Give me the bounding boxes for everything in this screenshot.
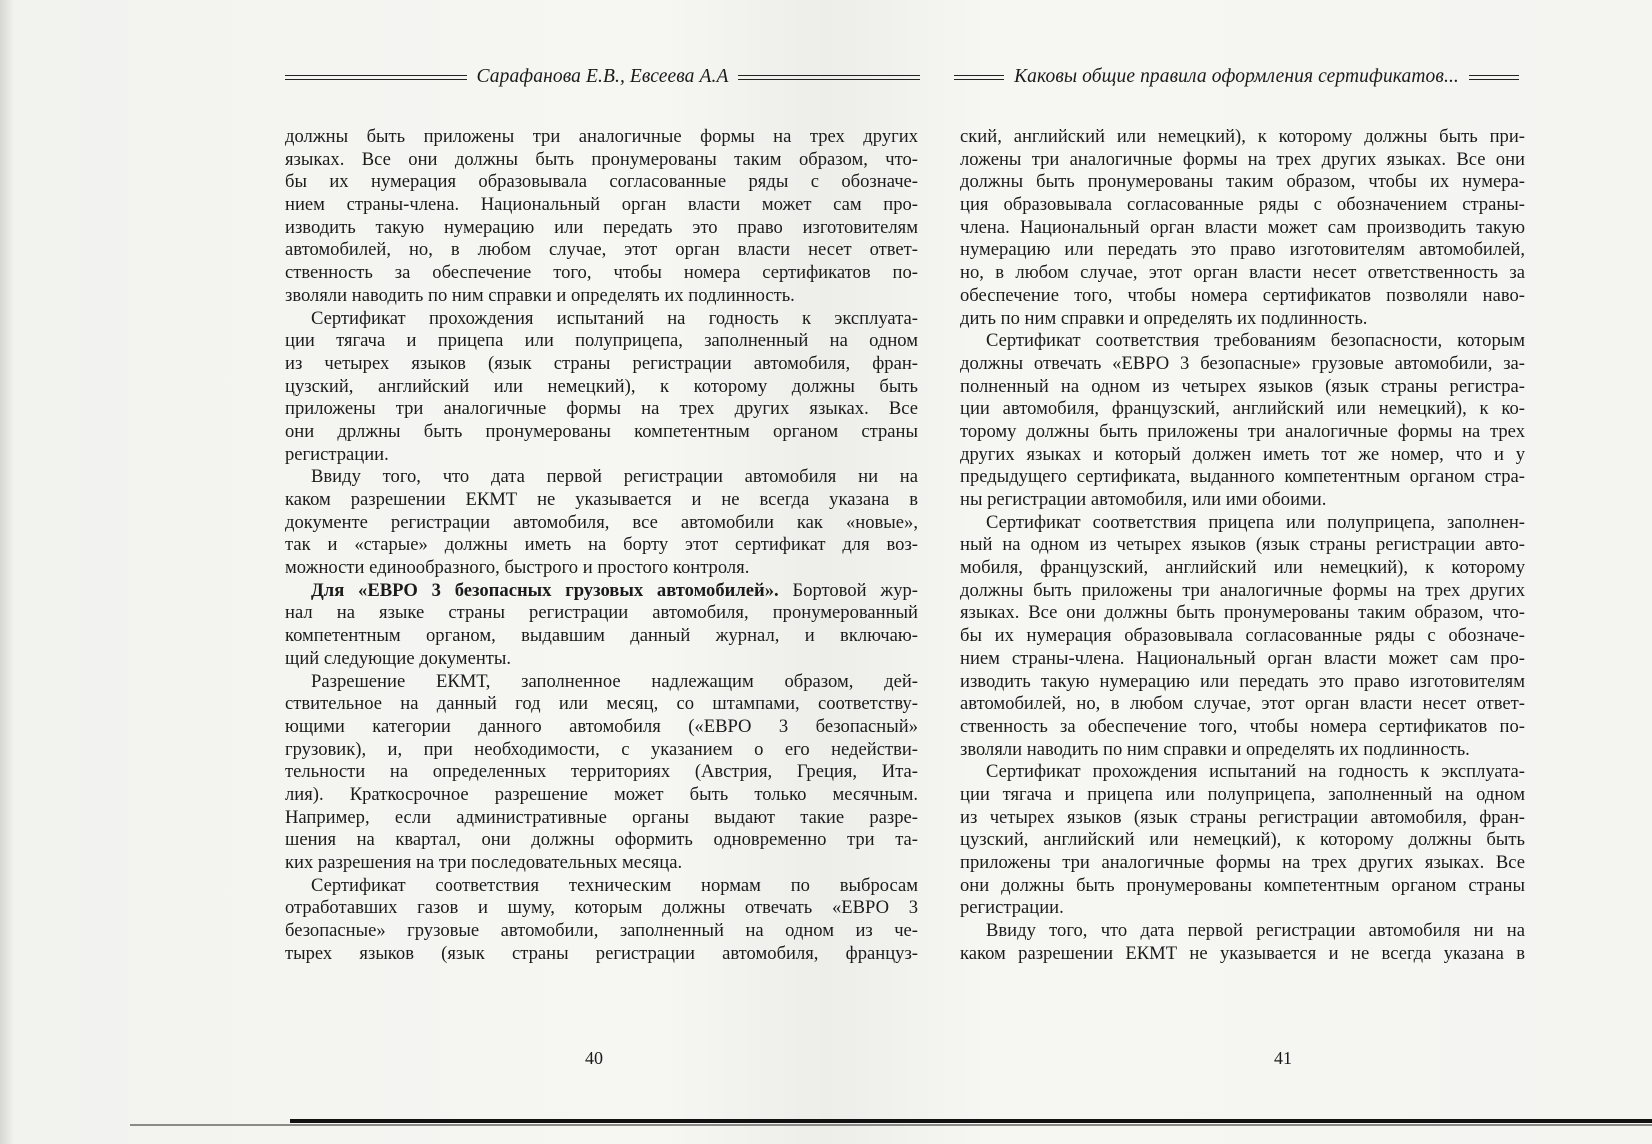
line-text: отработавших газов и шуму, которым должны отвечать «ЕВРО 3: [285, 897, 918, 919]
text-line: [285, 398, 918, 421]
line-text: нумерацию или передать это право изготовителям автомобилей,: [960, 239, 1525, 261]
line-text: регистрации.: [285, 443, 389, 465]
line-text: предыдущего сертификата, выданного компетентным органом стра-: [960, 466, 1525, 488]
text-line: [285, 126, 918, 149]
left-page-number: 40: [585, 1048, 603, 1068]
text-line: [960, 739, 1525, 762]
text-line: [285, 512, 918, 535]
header-rule: [1469, 75, 1519, 80]
text-line: [285, 784, 918, 807]
line-text: ции автомобиля, французский, английский или немецкий), к ко-: [960, 398, 1525, 420]
line-text: лия). Краткосрочное разрешение может быть только месячным.: [285, 783, 918, 805]
line-text: должны отвечать «ЕВРО 3 безопасные» грузовые автомобили, за-: [960, 352, 1525, 374]
text-line: [960, 784, 1525, 807]
line-text: ющими категории данного автомобиля («ЕВРО 3 безопасный»: [285, 715, 918, 737]
line-text: ствительное на данный год или месяц, со штампами, соответству-: [285, 693, 918, 715]
left-page-body: [285, 126, 918, 965]
line-text: языках. Все они должны быть пронумерованы таким образом, что-: [285, 148, 918, 170]
line-text: каком разрешении ЕКМТ не указывается и не всегда указана в: [960, 942, 1525, 964]
line-text: автомобилей, но, в любом случае, этот орган власти несет ответ-: [285, 239, 918, 261]
line-text: ственность за обеспечение того, чтобы номера сертификатов по-: [285, 262, 918, 284]
text-line: [285, 285, 918, 308]
text-line: [285, 444, 918, 467]
line-text: можности единообразного, быстрого и простого контроля.: [285, 557, 750, 579]
line-text: изводить такую нумерацию или передать это право изготовителям: [285, 216, 918, 238]
text-line: [960, 761, 1525, 784]
header-rule: [954, 75, 1004, 80]
text-line: [285, 648, 918, 671]
scan-edge-shadow: [130, 1124, 1652, 1126]
line-text: Сертификат прохождения испытаний на годность к эксплуата-: [311, 307, 918, 329]
text-line: [960, 671, 1525, 694]
line-text: тельности на определенных территориях (Австрия, Греция, Ита-: [285, 761, 918, 783]
text-line: [285, 308, 918, 331]
line-text: Разрешение ЕКМТ, заполненное надлежащим образом, дей-: [311, 670, 918, 692]
line-text: бы их нумерация образовывала согласованные ряды с обозначе-: [960, 625, 1525, 647]
text-line: [285, 693, 918, 716]
text-line: [285, 761, 918, 784]
text-line: [285, 671, 918, 694]
text-line: [960, 444, 1525, 467]
line-text: других языках и который должен иметь тот же номер, что и у: [960, 443, 1525, 465]
line-text: ны регистрации автомобиля, или ими обоими.: [960, 489, 1327, 510]
text-line: [960, 875, 1525, 898]
line-text: ции тягача и прицепа или полуприцепа, заполненный на одном: [285, 330, 918, 352]
text-line: [960, 807, 1525, 830]
line-text: ный на одном из четырех языков (язык страны регистрации авто-: [960, 534, 1525, 556]
line-text: грузовик), и, при необходимости, с указанием о его недействи-: [285, 738, 918, 760]
line-text: шения на квартал, они должны оформить одновременно три та-: [285, 829, 918, 851]
text-line: [285, 739, 918, 762]
text-line: [960, 534, 1525, 557]
line-text: ции тягача и прицепа или полуприцепа, заполненный на одном: [960, 783, 1525, 805]
line-text: полненный на одном из четырех языков (язык страны регистра-: [960, 375, 1525, 397]
text-line: [960, 217, 1525, 240]
text-line: [285, 716, 918, 739]
bold-lead-in: Для «ЕВРО 3 безопасных грузовых автомобилей».: [311, 579, 779, 601]
line-text: ский, английский или немецкий), к которому должны быть при-: [960, 126, 1525, 147]
line-text: Ввиду того, что дата первой регистрации автомобиля ни на: [986, 920, 1525, 942]
line-text: Например, если административные органы выдают такие разре-: [285, 806, 918, 828]
line-text: щий следующие документы.: [285, 647, 512, 669]
text-line: [285, 829, 918, 852]
text-line: [960, 194, 1525, 217]
text-line: [285, 171, 918, 194]
line-text: цузский, английский или немецкий), к которому должны быть: [285, 375, 918, 397]
line-text: зволяли наводить по ним справки и определять их подлинность.: [285, 284, 795, 306]
line-text: безопасные» грузовые автомобили, заполненный на одном из че-: [285, 920, 918, 942]
right-page-body: [960, 126, 1525, 965]
line-text: должны быть пронумерованы таким образом, чтобы их нумера-: [960, 171, 1525, 193]
text-line: [960, 648, 1525, 671]
right-running-head: [954, 64, 1519, 90]
line-text: они должны быть пронумерованы компетентным органом страны: [960, 874, 1525, 896]
line-text: приложены три аналогичные формы на трех других языках. Все: [285, 398, 918, 420]
line-text: бы их нумерация образовывала согласованные ряды с обозначе-: [285, 171, 918, 193]
right-page-number: 41: [1274, 1048, 1292, 1068]
text-line: [960, 421, 1525, 444]
text-line: [285, 580, 918, 603]
line-text: должны быть приложены три аналогичные формы на трех других: [285, 126, 918, 147]
text-line: [960, 625, 1525, 648]
text-line: [960, 852, 1525, 875]
line-text: они дрлжны быть пронумерованы компетентным органом страны: [285, 420, 918, 442]
line-text: Сертификат соответствия техническим нормам по выбросам: [311, 874, 918, 896]
text-line: [285, 353, 918, 376]
line-text: но, в любом случае, этот орган власти несет ответственность за: [960, 262, 1525, 284]
text-line: [285, 875, 918, 898]
text-line: [285, 330, 918, 353]
text-line: [960, 580, 1525, 603]
line-text: Бортовой жур-: [792, 579, 918, 601]
line-text: мобиля, французский, английский или немецкий), к которому: [960, 557, 1525, 579]
text-line: [960, 716, 1525, 739]
line-text: должны быть приложены три аналогичные формы на трех других: [960, 579, 1525, 601]
text-line: [285, 421, 918, 444]
left-running-head-text: Сарафанова Е.В., Евсеева А.А: [476, 66, 729, 87]
right-running-head-text: Каковы общие правила оформления сертификатов...: [1014, 66, 1459, 87]
line-text: изводить такую нумерацию или передать это право изготовителям: [960, 670, 1525, 692]
text-line: [285, 920, 918, 943]
text-line: [960, 308, 1525, 331]
text-line: [285, 625, 918, 648]
text-line: [285, 852, 918, 875]
line-text: приложены три аналогичные формы на трех других языках. Все: [960, 852, 1525, 873]
text-line: [285, 194, 918, 217]
text-line: [285, 534, 918, 557]
line-text: Сертификат соответствия прицепа или полуприцепа, заполнен-: [986, 511, 1525, 533]
line-text: нием страны-члена. Национальный орган власти может сам про-: [960, 647, 1525, 669]
line-text: дить по ним справки и определять их подлинность.: [960, 307, 1368, 329]
text-line: [285, 489, 918, 512]
text-line: [960, 239, 1525, 262]
line-text: автомобилей, но, в любом случае, этот орган власти несет ответ-: [960, 693, 1525, 715]
text-line: [285, 602, 918, 625]
text-line: [285, 376, 918, 399]
line-text: из четырех языков (язык страны регистрации автомобиля, фран-: [285, 352, 918, 374]
line-text: из четырех языков (язык страны регистрации автомобиля, фран-: [960, 806, 1525, 828]
text-line: [960, 171, 1525, 194]
text-line: [285, 557, 918, 580]
text-line: [285, 943, 918, 966]
line-text: нал на языке страны регистрации автомобиля, пронумерованный: [285, 602, 918, 624]
text-line: [960, 897, 1525, 920]
text-line: [960, 489, 1525, 512]
text-line: [285, 149, 918, 172]
line-text: Сертификат прохождения испытаний на годность к эксплуата-: [986, 761, 1525, 783]
line-text: ких разрешения на три последовательных месяца.: [285, 852, 683, 873]
text-line: [285, 217, 918, 240]
line-text: ственность за обеспечение того, чтобы номера сертификатов по-: [960, 715, 1525, 737]
left-running-head: [285, 64, 920, 90]
text-line: [960, 693, 1525, 716]
line-text: нием страны-члена. Национальный орган власти может сам про-: [285, 194, 918, 216]
line-text: обеспечение того, чтобы номера сертификатов позволяли наво-: [960, 284, 1525, 306]
text-line: [960, 829, 1525, 852]
text-line: [960, 943, 1525, 966]
text-line: [960, 262, 1525, 285]
text-line: [960, 466, 1525, 489]
line-text: ложены три аналогичные формы на трех других языках. Все они: [960, 148, 1525, 170]
line-text: документе регистрации автомобиля, все автомобили как «новые»,: [285, 511, 918, 533]
text-line: [960, 149, 1525, 172]
line-text: так и «старые» должны иметь на борту этот сертификат для воз-: [285, 534, 918, 556]
text-line: [960, 353, 1525, 376]
line-text: каком разрешении ЕКМТ не указывается и не всегда указана в: [285, 489, 918, 510]
text-line: [960, 512, 1525, 535]
header-rule: [738, 75, 920, 80]
right-page: [930, 0, 1652, 1144]
line-text: регистрации.: [960, 897, 1064, 919]
line-text: цузский, английский или немецкий), к которому должны быть: [960, 829, 1525, 851]
header-rule: [285, 75, 467, 80]
text-line: [960, 330, 1525, 353]
line-text: члена. Национальный орган власти может сам производить такую: [960, 216, 1525, 238]
text-line: [960, 398, 1525, 421]
line-text: Ввиду того, что дата первой регистрации автомобиля ни на: [311, 466, 918, 488]
text-line: [960, 285, 1525, 308]
line-text: торому должны быть приложены три аналогичные формы на трех: [960, 420, 1525, 442]
text-line: [960, 602, 1525, 625]
line-text: Сертификат соответствия требованиям безопасности, которым: [986, 330, 1525, 352]
line-text: зволяли наводить по ним справки и определять их подлинность.: [960, 738, 1470, 760]
text-line: [285, 807, 918, 830]
text-line: [960, 126, 1525, 149]
text-line: [960, 920, 1525, 943]
scan-edge-shadow: [290, 1119, 1652, 1123]
line-text: ция образовывала согласованные ряды с обозначением страны-: [960, 194, 1525, 216]
text-line: [285, 239, 918, 262]
line-text: языках. Все они должны быть пронумерованы таким образом, что-: [960, 602, 1525, 624]
line-text: тырех языков (язык страны регистрации автомобиля, француз-: [285, 942, 918, 964]
text-line: [285, 262, 918, 285]
line-text: компетентным органом, выдавшим данный журнал, и включаю-: [285, 625, 918, 647]
text-line: [960, 376, 1525, 399]
text-line: [285, 897, 918, 920]
text-line: [285, 466, 918, 489]
text-line: [960, 557, 1525, 580]
